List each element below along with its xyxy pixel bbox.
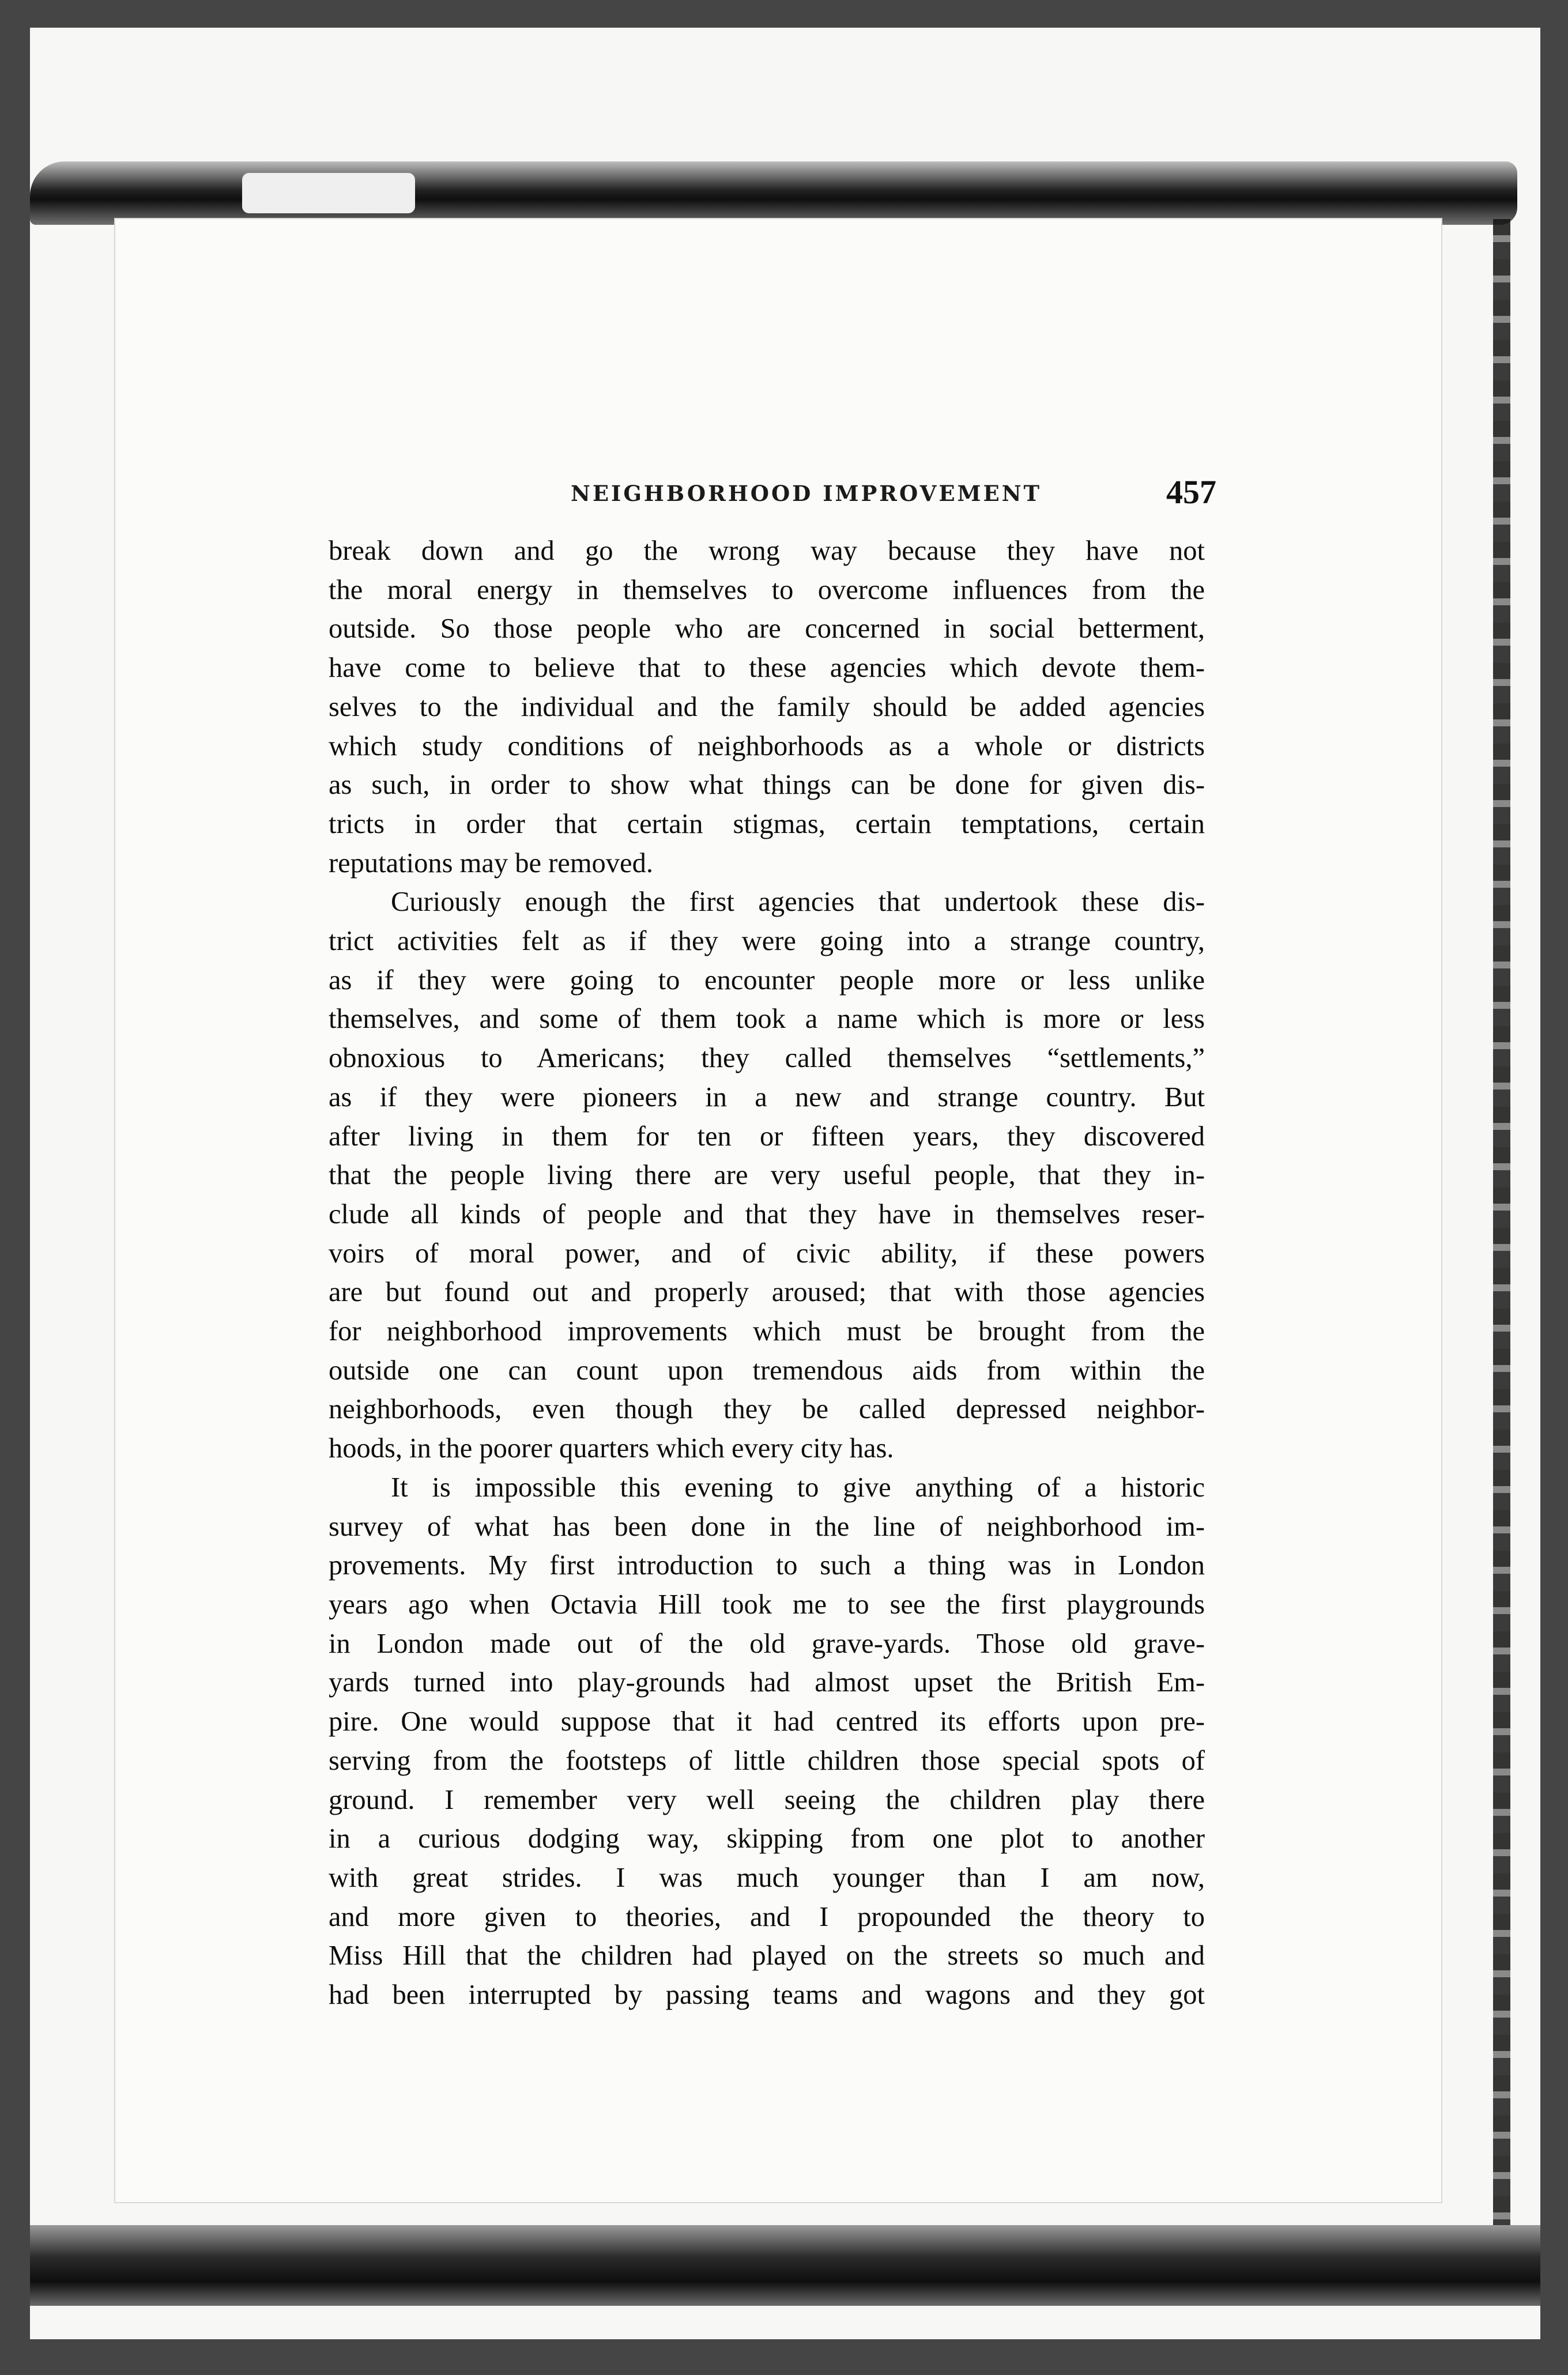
text-line: yards turned into play-grounds had almost upset the British Em-	[329, 1667, 1205, 1698]
text-line: and more given to theories, and I propounded the theory to	[329, 1901, 1205, 1932]
page-number: 457	[1166, 473, 1216, 511]
text-line: voirs of moral power, and of civic ability, if these powers	[329, 1238, 1205, 1269]
text-line: Curiously enough the first agencies that undertook these dis-	[391, 887, 1205, 918]
text-line: break down and go the wrong way because they have not	[329, 536, 1205, 566]
text-line: survey of what has been done in the line of neighborhood im-	[329, 1511, 1205, 1542]
text-line: serving from the footsteps of little children those special spots of	[329, 1745, 1205, 1776]
text-line: that the people living there are very useful people, that they in-	[329, 1160, 1205, 1191]
paragraph-1	[329, 531, 1205, 883]
text-line: trict activities felt as if they were going into a strange country,	[329, 926, 1205, 957]
text-line: reputations may be removed.	[329, 847, 653, 879]
text-line: had been interrupted by passing teams and wagons and they got	[329, 1980, 1205, 2011]
text-line: for neighborhood improvements which must be brought from the	[329, 1316, 1205, 1347]
text-line: It is impossible this evening to give anything of a historic	[391, 1472, 1205, 1503]
text-line: hoods, in the poorer quarters which every city has.	[329, 1433, 894, 1464]
text-line: in London made out of the old grave-yards. Those old grave-	[329, 1628, 1205, 1659]
text-line: have come to believe that to these agencies which devote them-	[329, 653, 1205, 684]
text-line: years ago when Octavia Hill took me to see the first playgrounds	[329, 1589, 1205, 1620]
text-line: in a curious dodging way, skipping from one plot to another	[329, 1823, 1205, 1854]
text-line: after living in them for ten or fifteen years, they discovered	[329, 1121, 1205, 1152]
scan-right-edge	[1493, 219, 1510, 2225]
text-line: outside. So those people who are concerned in social betterment,	[329, 613, 1205, 644]
text-line: provements. My first introduction to such a thing was in London	[329, 1550, 1205, 1581]
text-line: tricts in order that certain stigmas, certain temptations, certain	[329, 808, 1205, 839]
text-line: which study conditions of neighborhoods as a whole or districts	[329, 730, 1205, 761]
text-line: clude all kinds of people and that they have in themselves reser-	[329, 1198, 1205, 1230]
text-line: pire. One would suppose that it had centred its efforts upon pre-	[329, 1706, 1205, 1737]
body-text	[329, 531, 1205, 2015]
text-line: with great strides. I was much younger than I am now,	[329, 1862, 1205, 1893]
text-line: as such, in order to show what things can be done for given dis-	[329, 770, 1205, 801]
scan-tab-notch	[242, 173, 415, 213]
running-head: NEIGHBORHOOD IMPROVEMENT	[571, 481, 1042, 506]
text-line: Miss Hill that the children had played on the streets so much and	[329, 1940, 1205, 1971]
text-line: the moral energy in themselves to overcome influences from the	[329, 574, 1205, 605]
text-line: themselves, and some of them took a name which is more or less	[329, 1004, 1205, 1035]
text-line: ground. I remember very well seeing the children play there	[329, 1784, 1205, 1815]
text-line: outside one can count upon tremendous aids from within the	[329, 1355, 1205, 1386]
scan-bottom-shadow	[30, 2225, 1540, 2306]
paragraph-2	[329, 883, 1205, 1468]
paragraph-3	[329, 1468, 1205, 2015]
text-line: obnoxious to Americans; they called themselves “settlements,”	[329, 1043, 1205, 1074]
text-line: selves to the individual and the family should be added agencies	[329, 691, 1205, 722]
text-line: are but found out and properly aroused; that with those agencies	[329, 1277, 1205, 1308]
text-line: neighborhoods, even though they be called depressed neighbor-	[329, 1394, 1205, 1425]
text-line: as if they were going to encounter people more or less unlike	[329, 964, 1205, 996]
text-line: as if they were pioneers in a new and strange country. But	[329, 1081, 1205, 1113]
page-header	[571, 473, 1216, 525]
